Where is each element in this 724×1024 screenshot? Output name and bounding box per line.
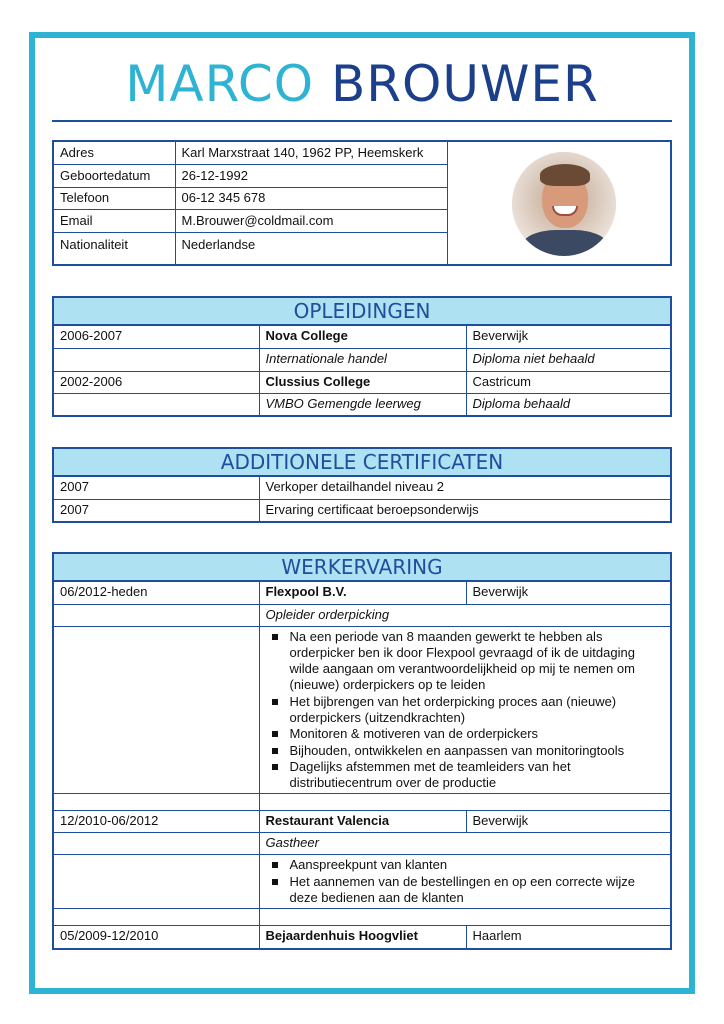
job-place: Haarlem bbox=[466, 926, 670, 948]
info-label: Geboortedatum bbox=[54, 165, 175, 188]
job-period: 05/2009-12/2010 bbox=[54, 926, 259, 948]
table-row-spacer bbox=[54, 794, 670, 811]
title-divider bbox=[52, 120, 672, 122]
cert-name: Ervaring certificaat beroepsonderwijs bbox=[259, 499, 670, 521]
task-list bbox=[266, 627, 665, 794]
job-tasks bbox=[259, 855, 670, 909]
table-row bbox=[54, 371, 670, 393]
certificates-section bbox=[52, 447, 672, 523]
table-row-spacer bbox=[54, 909, 670, 926]
edu-school: Clussius College bbox=[259, 371, 466, 393]
info-value: Nederlandse bbox=[175, 232, 448, 256]
last-name: BROUWER bbox=[331, 55, 599, 113]
edu-period: 2002-2006 bbox=[54, 371, 259, 393]
info-label: Adres bbox=[54, 142, 175, 165]
list-item: Bijhouden, ontwikkelen en aanpassen van monitoringtools bbox=[266, 743, 665, 759]
job-role: Gastheer bbox=[259, 833, 670, 855]
job-period: 12/2010-06/2012 bbox=[54, 811, 259, 833]
table-row bbox=[54, 499, 670, 521]
job-role: Opleider orderpicking bbox=[259, 604, 670, 626]
info-row-nationality bbox=[54, 232, 448, 256]
edu-school: Nova College bbox=[259, 326, 466, 348]
info-row-address bbox=[54, 142, 448, 165]
info-label: Telefoon bbox=[54, 187, 175, 210]
job-tasks bbox=[259, 626, 670, 794]
list-item: Aanspreekpunt van klanten bbox=[266, 857, 665, 873]
table-row bbox=[54, 326, 670, 348]
list-item: Monitoren & motiveren van de orderpickers bbox=[266, 726, 665, 742]
cert-year: 2007 bbox=[54, 499, 259, 521]
edu-result: Diploma behaald bbox=[466, 393, 670, 415]
job-period: 06/2012-heden bbox=[54, 582, 259, 604]
info-row-email bbox=[54, 210, 448, 233]
job-place: Beverwijk bbox=[466, 811, 670, 833]
table-row bbox=[54, 477, 670, 499]
profile-photo bbox=[512, 152, 616, 256]
cv-name bbox=[0, 52, 724, 116]
info-label: Email bbox=[54, 210, 175, 233]
cert-name: Verkoper detailhandel niveau 2 bbox=[259, 477, 670, 499]
task-list bbox=[266, 855, 665, 908]
first-name: MARCO bbox=[125, 55, 315, 113]
section-heading: OPLEIDINGEN bbox=[54, 298, 670, 326]
list-item: Dagelijks afstemmen met de teamleiders van het distributiecentrum over de productie bbox=[266, 759, 665, 792]
list-item: Het aannemen van de bestellingen en op een correcte wijze deze bedienen aan de klanten bbox=[266, 874, 665, 907]
table-row bbox=[54, 393, 670, 415]
edu-place: Castricum bbox=[466, 371, 670, 393]
info-value: 06-12 345 678 bbox=[175, 187, 448, 210]
table-row bbox=[54, 833, 670, 855]
job-place: Beverwijk bbox=[466, 582, 670, 604]
table-row bbox=[54, 604, 670, 626]
info-value: M.Brouwer@coldmail.com bbox=[175, 210, 448, 233]
info-column-divider bbox=[175, 142, 176, 264]
education-section bbox=[52, 296, 672, 417]
info-value: 26-12-1992 bbox=[175, 165, 448, 188]
info-label: Nationaliteit bbox=[54, 232, 175, 256]
job-employer: Restaurant Valencia bbox=[259, 811, 466, 833]
edu-place: Beverwijk bbox=[466, 326, 670, 348]
info-row-phone bbox=[54, 187, 448, 210]
section-heading: WERKERVARING bbox=[54, 554, 670, 582]
job-employer: Flexpool B.V. bbox=[259, 582, 466, 604]
info-value: Karl Marxstraat 140, 1962 PP, Heemskerk bbox=[175, 142, 448, 165]
education-table bbox=[54, 326, 670, 415]
table-row bbox=[54, 582, 670, 604]
info-photo-divider bbox=[447, 142, 448, 264]
list-item: Na een periode van 8 maanden gewerkt te hebben als orderpicker ben ik door Flexpool gevraagd of ik de uitdaging wilde aangaan om verantwoordelijkheid op mij te nemen om (nieuwe) orderpickers op te leiden bbox=[266, 629, 665, 694]
table-row bbox=[54, 855, 670, 909]
table-row bbox=[54, 811, 670, 833]
edu-result: Diploma niet behaald bbox=[466, 348, 670, 371]
certificates-table bbox=[54, 477, 670, 521]
personal-info-box bbox=[52, 140, 672, 266]
personal-info-table bbox=[54, 142, 448, 256]
work-section bbox=[52, 552, 672, 950]
table-row bbox=[54, 626, 670, 794]
table-row bbox=[54, 926, 670, 948]
table-row bbox=[54, 348, 670, 371]
edu-period: 2006-2007 bbox=[54, 326, 259, 348]
edu-course: VMBO Gemengde leerweg bbox=[259, 393, 466, 415]
edu-course: Internationale handel bbox=[259, 348, 466, 371]
job-employer: Bejaardenhuis Hoogvliet bbox=[259, 926, 466, 948]
list-item: Het bijbrengen van het orderpicking proces aan (nieuwe) orderpickers (uitzendkrachten) bbox=[266, 694, 665, 727]
section-heading: ADDITIONELE CERTIFICATEN bbox=[54, 449, 670, 477]
info-row-birthdate bbox=[54, 165, 448, 188]
work-table bbox=[54, 582, 670, 948]
cert-year: 2007 bbox=[54, 477, 259, 499]
